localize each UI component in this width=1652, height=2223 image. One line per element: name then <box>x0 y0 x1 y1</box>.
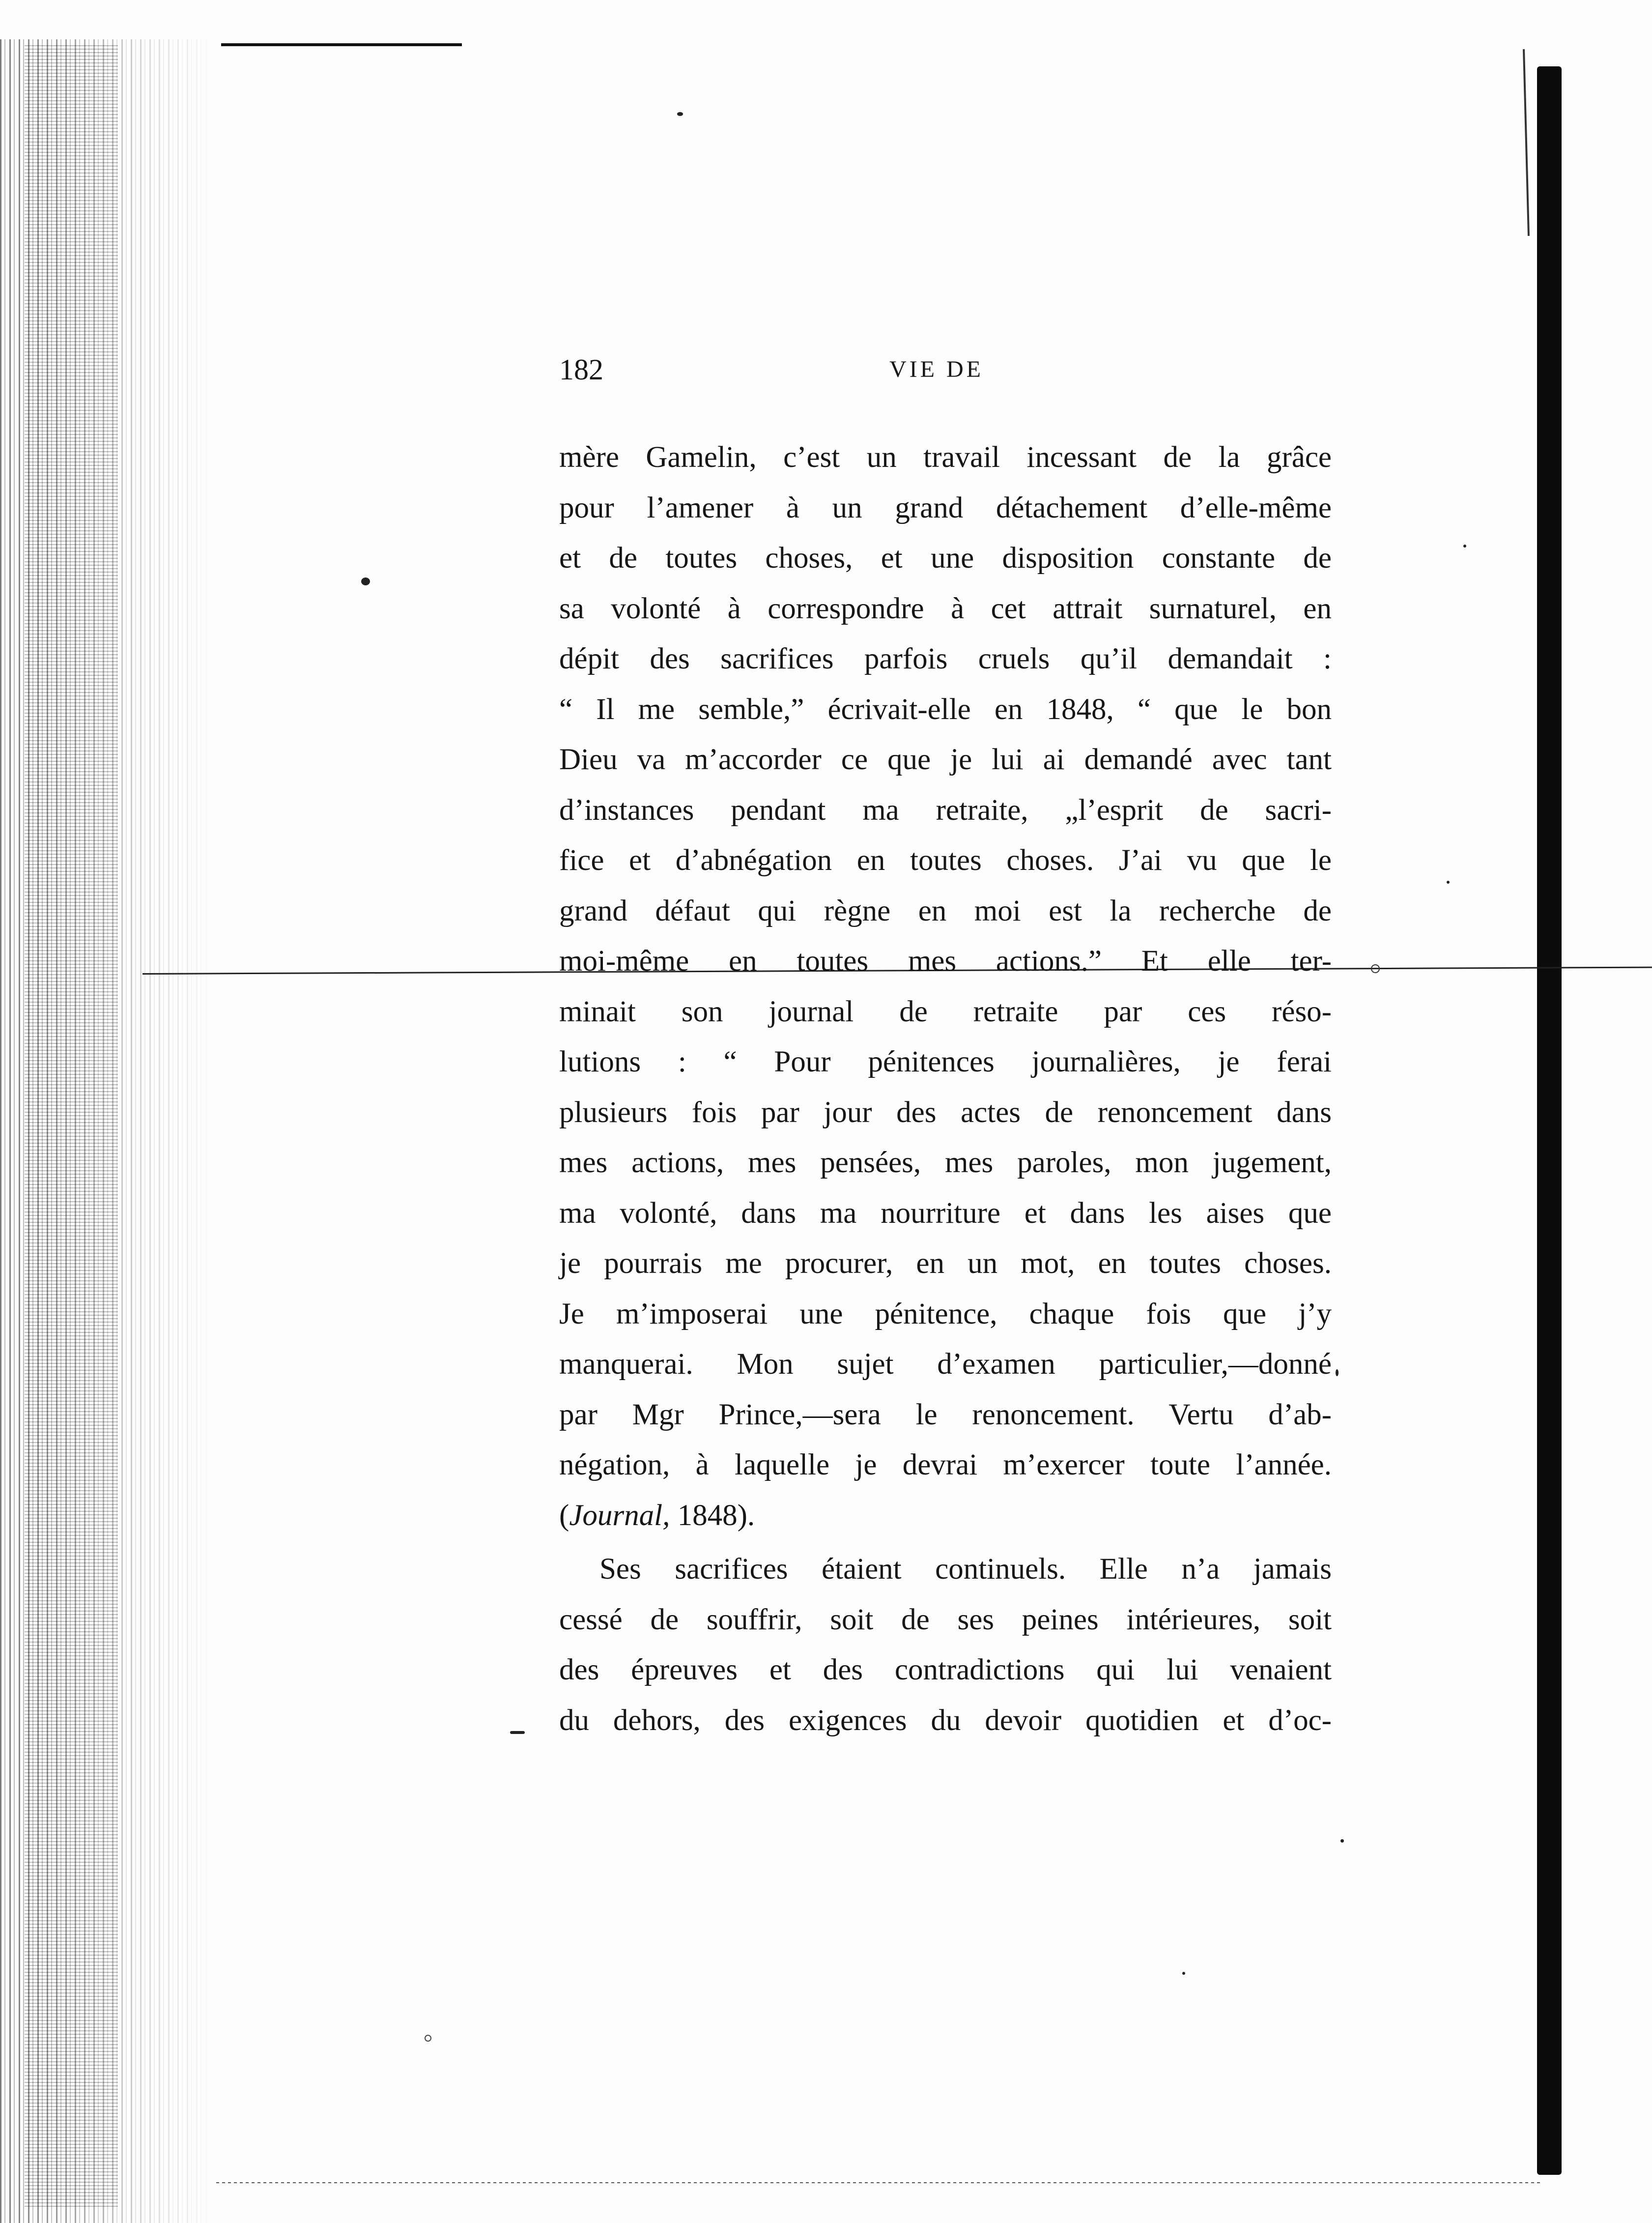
text-line: dépit des sacrifices parfois cruels qu’il demandait : <box>559 642 1332 675</box>
text-line: Dieu va m’accorder ce que je lui ai demandé avec tant <box>559 743 1332 776</box>
text-line: “ Il me semble,” écrivait-elle en 1848, “ que le bon <box>559 693 1332 726</box>
text-line: je pourrais me procurer, en un mot, en toutes choses. <box>559 1247 1332 1280</box>
citation-line <box>559 1491 1332 1541</box>
paragraph <box>559 433 1332 1541</box>
text-line: grand défaut qui règne en moi est la recherche de <box>559 894 1332 927</box>
citation-source: Journal, <box>569 1499 670 1532</box>
bottom-edge-line <box>216 2182 1543 2183</box>
citation-open-paren: ( <box>559 1499 570 1532</box>
running-head <box>559 353 1332 392</box>
text-line: et de toutes choses, et une disposition constante de <box>559 542 1332 575</box>
text-line: Ses sacrifices étaient continuels. Elle n’a jamais <box>599 1553 1332 1586</box>
citation-year: 1848). <box>670 1499 755 1532</box>
dust-speck <box>1182 1972 1185 1975</box>
right-edge-shadow-bar <box>1537 66 1562 2175</box>
binding-edge-shadow <box>25 44 118 2207</box>
paragraph <box>559 1544 1332 1746</box>
text-line: mère Gamelin, c’est un travail incessant de la grâce <box>559 441 1332 474</box>
dust-speck <box>1336 1369 1339 1376</box>
text-line: moi-même en toutes mes actions.” Et elle ter- <box>559 945 1332 978</box>
dust-speck <box>677 112 683 116</box>
text-line: sa volonté à correspondre à cet attrait surnaturel, en <box>559 592 1332 625</box>
page-number: 182 <box>559 353 603 386</box>
text-line: cessé de souffrir, soit de ses peines intérieures, soit <box>559 1603 1332 1636</box>
text-line: manquerai. Mon sujet d’examen particulier,—donné <box>559 1348 1332 1381</box>
dust-speck <box>1463 545 1466 548</box>
text-line: mes actions, mes pensées, mes paroles, mon jugement, <box>559 1146 1332 1179</box>
text-line: plusieurs fois par jour des actes de renoncement dans <box>559 1096 1332 1129</box>
running-head-title: VIE DE <box>889 356 984 382</box>
dust-speck <box>510 1731 525 1734</box>
text-line: des épreuves et des contradictions qui lui venaient <box>559 1653 1332 1686</box>
dust-ring <box>425 2035 431 2042</box>
dust-speck <box>361 577 370 585</box>
right-edge-thin-line <box>1523 49 1530 236</box>
text-line: pour l’amener à un grand détachement d’elle-même <box>559 491 1332 524</box>
dust-speck <box>1340 1839 1344 1843</box>
dust-speck <box>1447 881 1450 884</box>
text-line: Je m’imposerai une pénitence, chaque fois que j’y <box>559 1297 1332 1330</box>
text-line: ma volonté, dans ma nourriture et dans les aises que <box>559 1196 1332 1230</box>
text-line: d’instances pendant ma retraite, „l’esprit de sacri- <box>559 793 1332 827</box>
text-line: négation, à laquelle je devrai m’exercer toute l’année. <box>559 1448 1332 1481</box>
dust-ring <box>1371 964 1380 973</box>
text-line: lutions : “ Pour pénitences journalières, je ferai <box>559 1045 1332 1078</box>
text-line: par Mgr Prince,—sera le renoncement. Vertu d’ab- <box>559 1398 1332 1431</box>
text-line: fice et d’abnégation en toutes choses. J’ai vu que le <box>559 844 1332 877</box>
text-line: du dehors, des exigences du devoir quotidien et d’oc- <box>559 1703 1332 1737</box>
text-line: minait son journal de retraite par ces réso- <box>559 995 1332 1028</box>
top-edge-rule <box>221 43 462 46</box>
